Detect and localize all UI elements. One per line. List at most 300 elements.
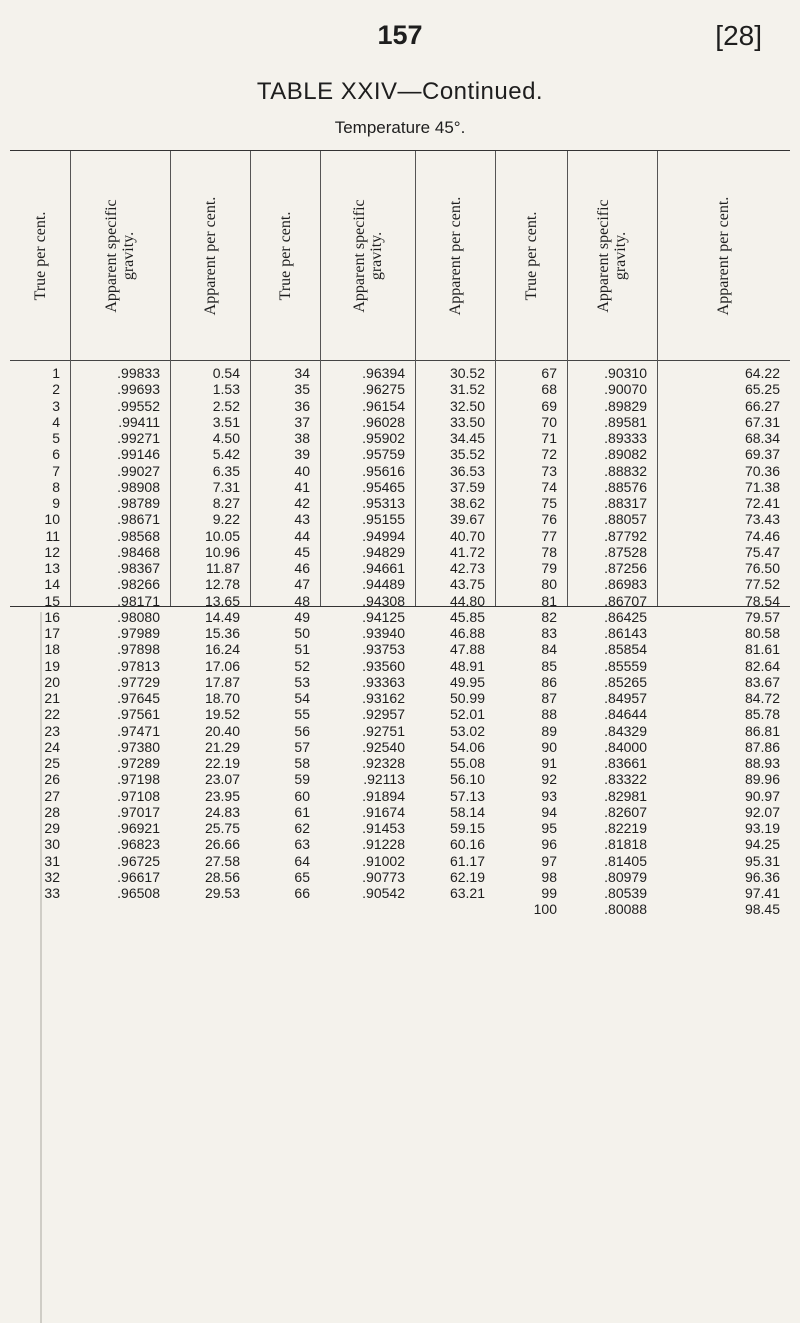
table-cell: 18 [44, 641, 60, 658]
table-cell: 31 [44, 852, 60, 869]
table-cell: 94 [541, 803, 557, 820]
table-cell: .94125 [362, 608, 405, 625]
header-apparent-specific-gravity-cell [70, 151, 170, 360]
table-cell: .82607 [604, 803, 647, 820]
table-cell: 58.14 [449, 803, 485, 820]
table-cell: 51 [294, 641, 310, 658]
table-cell: 96.36 [744, 868, 780, 885]
table-cell: 53.02 [449, 722, 485, 739]
table-cell: 79.57 [744, 608, 780, 625]
table-cell: 54.06 [449, 738, 485, 755]
table-cell: .96275 [362, 381, 405, 398]
table-cell: 49.95 [449, 673, 485, 690]
table-cell: .96154 [362, 397, 405, 414]
table-cell: 12.78 [204, 576, 240, 593]
table-cell: 48 [294, 592, 310, 609]
table-cell: 79 [541, 560, 557, 576]
table-cell: 63 [294, 836, 310, 853]
table-cell: 76.50 [744, 560, 780, 576]
table-cell: 92.07 [744, 803, 780, 820]
table-cell: 21.29 [204, 738, 240, 755]
table-cell: 61.17 [449, 852, 485, 869]
table-cell: 32 [44, 868, 60, 885]
table-cell: 17.87 [204, 673, 240, 690]
column-apparent-specific-gravity [70, 365, 160, 918]
column-apparent-per-cent [170, 365, 240, 918]
table-cell: .94829 [362, 543, 405, 560]
table-cell: 85.78 [744, 706, 780, 723]
scan-artifact [40, 612, 42, 1323]
table-cell: .99027 [117, 462, 160, 479]
table-cell: .94661 [362, 560, 405, 576]
table-cell: 23.95 [204, 787, 240, 804]
table-cell: .98468 [117, 543, 160, 560]
table-cell: 2 [52, 381, 60, 398]
header-apparent-specific-gravity-cell [567, 151, 657, 360]
table-cell: 11.87 [206, 560, 240, 576]
table-cell: .86143 [604, 625, 647, 641]
table-cell: 22 [44, 706, 60, 723]
table-cell: 39.67 [449, 511, 485, 528]
table-cell: .88057 [604, 511, 647, 528]
table-cell: 25 [44, 755, 60, 771]
table-cell: 80.58 [744, 625, 780, 641]
table-cell: .99833 [117, 365, 160, 381]
table-cell: 99 [541, 885, 557, 901]
table-cell: .82981 [604, 787, 647, 804]
table-cell: 85 [541, 657, 557, 674]
table-cell: 29 [44, 820, 60, 836]
table-cell: .90310 [604, 365, 647, 381]
table-cell: 1 [52, 365, 60, 381]
table-cell: 46.88 [449, 625, 485, 641]
header-apparent-per-cent-cell [170, 151, 250, 360]
table-cell: 32.50 [449, 397, 485, 414]
table-cell: 68 [541, 381, 557, 398]
table-cell: 16.24 [204, 641, 240, 658]
table-cell: .89082 [604, 446, 647, 463]
column-true-per-cent [10, 365, 60, 918]
table-cell: 8.27 [212, 495, 240, 511]
table-cell: .98908 [117, 478, 160, 495]
table-cell: .87528 [604, 543, 647, 560]
table-cell: 34 [294, 365, 310, 381]
table-cell: 65 [294, 868, 310, 885]
table-cell: 38 [294, 430, 310, 446]
table-cell: 66.27 [744, 397, 780, 414]
table-cell: 75.47 [744, 543, 780, 560]
table-cell: 67 [541, 365, 557, 381]
table-cell: .95616 [362, 462, 405, 479]
header-true-per-cent-cell [10, 151, 70, 360]
table-cell [170, 901, 240, 917]
table-cell: 15 [44, 592, 60, 609]
table-cell: .85559 [604, 657, 647, 674]
table-cell: 98.45 [744, 901, 780, 918]
table-cell: .99271 [117, 430, 160, 446]
table-cell: 75 [541, 495, 557, 511]
table-cell: .93363 [362, 673, 405, 690]
table-cell: 53 [294, 673, 310, 690]
table-cell: .97017 [117, 803, 160, 820]
table-cell: .94308 [362, 592, 405, 609]
table-cell: 69.37 [744, 446, 780, 463]
table-cell: .84000 [604, 738, 647, 755]
table-cell [320, 901, 405, 917]
table-cell: 13 [44, 560, 60, 576]
table-cell: .91453 [362, 820, 405, 836]
header-apparent-specific-gravity: Apparent specific gravity. [595, 199, 629, 313]
table-cell: .98671 [117, 511, 160, 528]
table-cell: 73.43 [744, 511, 780, 528]
table-cell: .92113 [363, 771, 405, 788]
data-table [10, 150, 790, 918]
table-cell: 52.01 [449, 706, 485, 723]
table-cell: .81818 [604, 836, 647, 853]
table-cell: .87256 [604, 560, 647, 576]
table-cell: 0.54 [212, 365, 240, 381]
table-cell: .99146 [117, 446, 160, 463]
table-cell: 14.49 [204, 608, 240, 625]
table-cell: .89581 [604, 413, 647, 430]
table-cell: 62.19 [449, 868, 485, 885]
header-apparent-per-cent-cell [415, 151, 495, 360]
table-cell: 77.52 [744, 576, 780, 593]
table-cell: .95465 [362, 478, 405, 495]
table-cell: .88832 [604, 462, 647, 479]
column-true-per-cent [495, 365, 557, 918]
table-cell: 35 [294, 381, 310, 398]
table-cell: .97561 [117, 706, 160, 723]
table-cell: .96508 [117, 885, 160, 901]
table-cell: 37 [294, 413, 310, 430]
table-cell: 78 [541, 543, 557, 560]
table-cell: 6 [52, 446, 60, 463]
table-cell: .92751 [362, 722, 405, 739]
table-cell: 50.99 [449, 690, 485, 706]
table-cell: 88.93 [744, 755, 780, 771]
table-cell: 93 [541, 787, 557, 804]
column-apparent-per-cent [657, 365, 780, 918]
table-cell: 18.70 [204, 690, 240, 706]
column-apparent-specific-gravity [567, 365, 647, 918]
table-cell: 43.75 [449, 576, 485, 593]
table-cell: 77 [541, 527, 557, 544]
table-title: TABLE XXIV—Continued. [256, 78, 544, 105]
table-cell: .86707 [604, 592, 647, 609]
table-cell: 36 [294, 397, 310, 414]
table-cell: .89333 [604, 430, 647, 446]
table-cell: 86 [541, 673, 557, 690]
table-cell: 60.16 [449, 836, 485, 853]
table-cell: 98 [541, 868, 557, 885]
table-cell: 35.52 [449, 446, 485, 463]
table-cell: 97.41 [744, 885, 780, 901]
table-cell: .92957 [362, 706, 405, 723]
table-cell: 94.25 [744, 836, 780, 853]
table-cell: 15.36 [204, 625, 240, 641]
table-cell: .86983 [604, 576, 647, 593]
table-cell: 65.25 [744, 381, 780, 398]
table-cell: 3.51 [212, 413, 240, 430]
table-cell: 20 [44, 673, 60, 690]
table-cell: 91 [541, 755, 557, 771]
header-true-per-cent: True per cent. [522, 211, 540, 301]
table-cell: 4 [52, 413, 60, 430]
table-cell: 83.67 [744, 673, 780, 690]
header-divider [10, 360, 790, 361]
table-cell: .91894 [362, 787, 405, 804]
table-cell: 90 [541, 738, 557, 755]
table-cell: .96921 [117, 820, 160, 836]
header-apparent-per-cent: Apparent per cent. [446, 196, 464, 316]
table-cell: 66 [294, 885, 310, 901]
table-cell: 14 [44, 576, 60, 593]
table-cell: .90070 [604, 381, 647, 398]
table-cell: 47.88 [449, 641, 485, 658]
table-cell: .91002 [362, 852, 405, 869]
table-cell: 25.75 [204, 820, 240, 836]
table-cell: .98080 [117, 608, 160, 625]
table-cell: 23 [44, 722, 60, 739]
table-cell: 45 [294, 543, 310, 560]
table-cell: .88576 [604, 478, 647, 495]
table-cell: 12 [44, 543, 60, 560]
table-cell: 74.46 [744, 527, 780, 544]
table-cell: .99411 [118, 413, 160, 430]
header-apparent-specific-gravity: Apparent specific gravity. [350, 199, 385, 313]
table-cell: .93162 [362, 690, 405, 706]
table-cell: 28.56 [204, 868, 240, 885]
table-cell: 16 [44, 608, 60, 625]
table-cell: .97989 [117, 625, 160, 641]
table-cell: .97813 [117, 657, 160, 674]
header-true-per-cent-cell [250, 151, 320, 360]
table-cell: .97108 [117, 787, 160, 804]
table-cell: .98789 [117, 495, 160, 511]
table-cell: 73 [541, 462, 557, 479]
table-cell: 95 [541, 820, 557, 836]
header-apparent-per-cent: Apparent per cent. [201, 196, 219, 316]
table-cell: 71 [541, 430, 557, 446]
table-cell: 4.50 [212, 430, 240, 446]
table-cell: .80979 [604, 868, 647, 885]
table-cell: 92 [541, 771, 557, 788]
table-cell: 89 [541, 722, 557, 739]
table-cell: .82219 [604, 820, 647, 836]
table-cell: .93560 [362, 657, 405, 674]
table-cell: 6.35 [212, 462, 240, 479]
table-cell: 84 [541, 641, 557, 658]
table-cell: 55.08 [449, 755, 485, 771]
table-cell: 23.07 [204, 771, 240, 788]
table-cell: 39 [294, 446, 310, 463]
table-cell: 21 [44, 690, 60, 706]
table-cell: 7.31 [212, 478, 240, 495]
table-cell: .93753 [362, 641, 405, 658]
table-subtitle: Temperature 45°. [334, 118, 466, 137]
table-cell: 64.22 [744, 365, 780, 381]
header-true-per-cent: True per cent. [276, 211, 294, 301]
column-true-per-cent [250, 365, 310, 918]
table-cell: .87792 [604, 527, 647, 544]
table-cell: 42 [294, 495, 310, 511]
table-cell [415, 901, 485, 917]
column-apparent-specific-gravity [320, 365, 405, 918]
table-cell: 20.40 [204, 722, 240, 739]
table-cell: 50 [294, 625, 310, 641]
table-cell: 34.45 [449, 430, 485, 446]
table-cell: .96394 [362, 365, 405, 381]
table-cell: 33.50 [449, 413, 485, 430]
table-cell: 37.59 [449, 478, 485, 495]
table-cell: .80539 [604, 885, 647, 901]
table-cell: 87.86 [744, 738, 780, 755]
table-cell: 46 [294, 560, 310, 576]
table-cell: .94489 [362, 576, 405, 593]
table-cell: 26 [44, 771, 60, 788]
plate-number: [28] [715, 20, 762, 51]
table-cell: 56 [294, 722, 310, 739]
table-cell: 40 [294, 462, 310, 479]
table-cell: 81.61 [744, 641, 780, 658]
table-cell: 62 [294, 820, 310, 836]
table-cell: 97 [541, 852, 557, 869]
table-cell: .80088 [604, 901, 647, 918]
table-cell: .99693 [117, 381, 160, 398]
table-cell: 3 [52, 397, 60, 414]
table-cell: .84644 [604, 706, 647, 723]
table-cell: 60 [294, 787, 310, 804]
header-apparent-per-cent: Apparent per cent. [715, 196, 732, 316]
table-cell: .97898 [117, 641, 160, 658]
table-cell: .97729 [117, 673, 160, 690]
table-cell: .97471 [117, 722, 160, 739]
table-cell: 17.06 [204, 657, 240, 674]
table-cell: 31.52 [449, 381, 485, 398]
table-cell: .97198 [117, 771, 160, 788]
header-apparent-per-cent-cell [657, 151, 790, 360]
table-cell: 33 [44, 885, 60, 901]
table-cell: .90773 [362, 868, 405, 885]
table-cell: 80 [541, 576, 557, 593]
table-cell: .91674 [362, 803, 405, 820]
table-cell: 100 [533, 901, 557, 918]
table-cell: .85265 [604, 673, 647, 690]
column-apparent-per-cent [415, 365, 485, 918]
table-cell: 47 [294, 576, 310, 593]
table-cell: 59 [294, 771, 310, 788]
table-cell: .88317 [604, 495, 647, 511]
table-cell: .81405 [604, 852, 647, 869]
table-cell: 17 [44, 625, 60, 641]
table-cell: .93940 [362, 625, 405, 641]
table-cell: 70 [541, 413, 557, 430]
table-cell: 2.52 [212, 397, 240, 414]
table-cell: 76 [541, 511, 557, 528]
table-cell: 57.13 [449, 787, 485, 804]
table-cell: 95.31 [744, 852, 780, 869]
table-cell: 93.19 [744, 820, 780, 836]
table-cell: .97380 [117, 738, 160, 755]
table-cell [250, 901, 310, 917]
table-cell: 55 [294, 706, 310, 723]
table-cell: 96 [541, 836, 557, 853]
table-cell: 49 [294, 608, 310, 625]
table-cell: 10.96 [204, 543, 240, 560]
table-cell: 19 [44, 657, 60, 674]
table-cell: 67.31 [744, 413, 780, 430]
table-cell: .83661 [604, 755, 647, 771]
table-cell: 87 [541, 690, 557, 706]
table-cell: 9.22 [212, 511, 240, 528]
table-cell: .89829 [604, 397, 647, 414]
table-cell: .95759 [362, 446, 405, 463]
table-cell: 19.52 [204, 706, 240, 723]
table-cell: .95313 [362, 495, 405, 511]
table-cell: .83322 [604, 771, 647, 788]
table-cell: 27 [44, 787, 60, 804]
table-cell: .95902 [362, 430, 405, 446]
table-cell: .98568 [117, 527, 160, 544]
table-cell: 45.85 [449, 608, 485, 625]
table-cell: .92540 [362, 738, 405, 755]
table-cell: 24.83 [204, 803, 240, 820]
table-cell: .84329 [604, 722, 647, 739]
table-cell: 44.80 [449, 592, 485, 609]
table-cell: 72.41 [744, 495, 780, 511]
table-cell: 74 [541, 478, 557, 495]
table-cell: .92328 [362, 755, 405, 771]
table-cell: 56.10 [449, 771, 485, 788]
page-number: 157 [377, 20, 423, 50]
table-cell: 30.52 [449, 365, 485, 381]
table-cell: 64 [294, 852, 310, 869]
table-cell: 83 [541, 625, 557, 641]
table-cell: 8 [52, 478, 60, 495]
table-cell: .84957 [604, 690, 647, 706]
table-cell: .97289 [117, 755, 160, 771]
table-cell: 11 [45, 527, 60, 544]
table-cell: 71.38 [744, 478, 780, 495]
table-cell: 52 [294, 657, 310, 674]
table-cell [10, 901, 60, 917]
table-cell: .97645 [117, 690, 160, 706]
header-true-per-cent-cell [495, 151, 567, 360]
table-cell [70, 901, 160, 917]
table-cell: 40.70 [449, 527, 485, 544]
table-cell: 41.72 [449, 543, 485, 560]
table-cell: 72 [541, 446, 557, 463]
table-cell: 9 [52, 495, 60, 511]
table-cell: 30 [44, 836, 60, 853]
table-cell: .96725 [117, 852, 160, 869]
table-cell: 44 [294, 527, 310, 544]
table-cell: 10.05 [204, 527, 240, 544]
table-cell: 61 [294, 803, 310, 820]
table-cell: .98367 [117, 560, 160, 576]
table-cell: .94994 [362, 527, 405, 544]
table-cell: 57 [294, 738, 310, 755]
table-cell: 88 [541, 706, 557, 723]
table-cell: 36.53 [449, 462, 485, 479]
table-cell: 43 [294, 511, 310, 528]
table-cell: 7 [52, 462, 60, 479]
table-cell: 48.91 [449, 657, 485, 674]
table-cell: 59.15 [449, 820, 485, 836]
table-cell: 28 [44, 803, 60, 820]
table-cell: 89.96 [744, 771, 780, 788]
